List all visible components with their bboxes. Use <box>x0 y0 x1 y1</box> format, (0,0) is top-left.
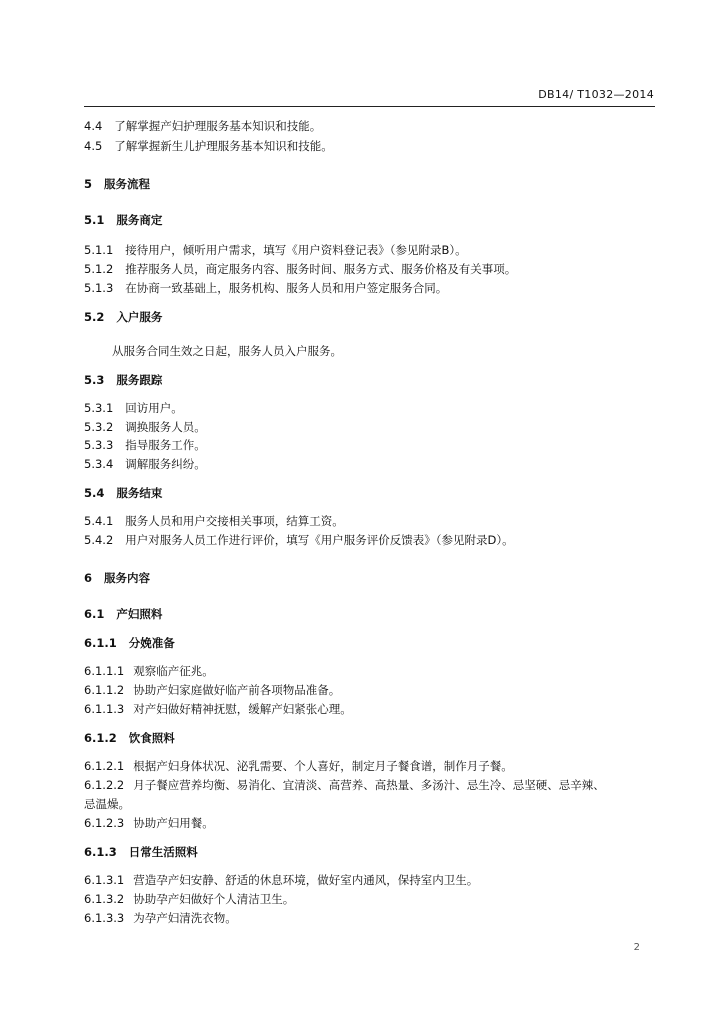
section-title: 产妇照料 <box>116 607 163 621</box>
clause-number: 5.4.1 <box>84 514 114 528</box>
clause-6-1-2-1 <box>84 758 513 774</box>
clause-number: 4.4 <box>84 119 103 133</box>
section-title: 服务结束 <box>116 486 163 500</box>
clause-text: 协助孕产妇做好个人清洁卫生。 <box>133 892 295 906</box>
clause-text: 对产妇做好精神抚慰，缓解产妇紧张心理。 <box>133 702 352 716</box>
clause-text: 协助产妇家庭做好临产前各项物品准备。 <box>133 683 341 697</box>
clause-text: 为孕产妇清洗衣物。 <box>133 911 237 925</box>
clause-5-3-3 <box>84 437 206 453</box>
clause-number: 6.1.1.3 <box>84 702 125 716</box>
clause-text: 营造孕产妇安静、舒适的休息环境，做好室内通风，保持室内卫生。 <box>133 873 479 887</box>
clause-number: 6.1.3.1 <box>84 873 125 887</box>
clause-6-1-2-2 <box>84 777 605 793</box>
clause-number: 5.1.1 <box>84 243 114 257</box>
clause-number: 6.1.1.1 <box>84 664 125 678</box>
paragraph-5-2 <box>112 343 342 359</box>
section-title: 服务流程 <box>104 177 151 191</box>
clause-4-5 <box>84 138 333 154</box>
clause-text: 协助产妇用餐。 <box>133 816 214 830</box>
clause-6-1-1-3 <box>84 701 352 717</box>
section-number: 5.2 <box>84 310 105 324</box>
clause-5-1-1 <box>84 242 467 258</box>
clause-6-1-3-2 <box>84 891 294 907</box>
section-6-1-3-heading <box>84 844 198 860</box>
clause-text: 服务人员和用户交接相关事项，结算工资。 <box>125 514 344 528</box>
section-number: 5.4 <box>84 486 105 500</box>
clause-text: 调换服务人员。 <box>125 420 206 434</box>
clause-6-1-3-1 <box>84 872 478 888</box>
clause-number: 6.1.3.2 <box>84 892 125 906</box>
clause-number: 5.4.2 <box>84 533 114 547</box>
section-6-1-1-heading <box>84 635 175 651</box>
section-6-heading <box>84 570 150 586</box>
clause-text: 用户对服务人员工作进行评价，填写《用户服务评价反馈表》（参见附录D）。 <box>125 533 514 547</box>
standard-code-header: DB14/ T1032—2014 <box>538 88 654 101</box>
clause-6-1-1-2 <box>84 682 340 698</box>
clause-number: 6.1.1.2 <box>84 683 125 697</box>
section-6-1-2-heading <box>84 730 175 746</box>
clause-5-3-1 <box>84 400 183 416</box>
clause-number: 6.1.2.1 <box>84 759 125 773</box>
clause-number: 5.1.2 <box>84 262 114 276</box>
clause-text: 推荐服务人员，商定服务内容、服务时间、服务方式、服务价格及有关事项。 <box>125 262 517 276</box>
section-5-1-heading <box>84 212 162 228</box>
clause-5-1-3 <box>84 280 447 296</box>
clause-6-1-2-3 <box>84 815 214 831</box>
section-number: 5 <box>84 177 93 191</box>
clause-6-1-3-3 <box>84 910 237 926</box>
clause-5-4-2 <box>84 532 514 548</box>
clause-text: 月子餐应营养均衡、易消化、宜清淡、高营养、高热量、多汤汁、忌生冷、忌坚硬、忌辛辣、 <box>133 778 605 792</box>
clause-4-4 <box>84 118 321 134</box>
clause-number: 5.3.3 <box>84 438 114 452</box>
clause-5-3-2 <box>84 419 206 435</box>
clause-6-1-2-2-continued <box>84 796 130 812</box>
section-title: 分娩准备 <box>128 636 175 650</box>
clause-5-4-1 <box>84 513 344 529</box>
section-number: 6.1.3 <box>84 845 117 859</box>
clause-number: 6.1.3.3 <box>84 911 125 925</box>
clause-number: 5.1.3 <box>84 281 114 295</box>
section-number: 6.1.2 <box>84 731 117 745</box>
clause-text: 在协商一致基础上，服务机构、服务人员和用户签定服务合同。 <box>125 281 448 295</box>
section-title: 服务跟踪 <box>116 373 163 387</box>
section-title: 日常生活照料 <box>128 845 198 859</box>
section-5-4-heading <box>84 485 162 501</box>
clause-text: 调解服务纠纷。 <box>125 457 206 471</box>
section-number: 6.1.1 <box>84 636 117 650</box>
clause-5-1-2 <box>84 261 516 277</box>
clause-text: 接待用户，倾听用户需求，填写《用户资料登记表》（参见附录B）。 <box>125 243 467 257</box>
clause-text: 观察临产征兆。 <box>133 664 214 678</box>
clause-number: 6.1.2.3 <box>84 816 125 830</box>
clause-text: 了解掌握产妇护理服务基本知识和技能。 <box>114 119 322 133</box>
page-number: 2 <box>633 942 640 953</box>
section-title: 饮食照料 <box>128 731 175 745</box>
clause-text: 忌温燥。 <box>84 797 130 811</box>
clause-number: 5.3.2 <box>84 420 114 434</box>
clause-text: 指导服务工作。 <box>125 438 206 452</box>
clause-number: 4.5 <box>84 139 103 153</box>
section-title: 入户服务 <box>116 310 163 324</box>
header-divider <box>84 106 655 107</box>
clause-text: 回访用户。 <box>125 401 183 415</box>
section-6-1-heading <box>84 606 162 622</box>
clause-number: 5.3.1 <box>84 401 114 415</box>
section-number: 6.1 <box>84 607 105 621</box>
clause-5-3-4 <box>84 456 206 472</box>
paragraph-text: 从服务合同生效之日起，服务人员入户服务。 <box>112 344 342 358</box>
clause-number: 6.1.2.2 <box>84 778 125 792</box>
section-title: 服务商定 <box>116 213 163 227</box>
clause-text: 根据产妇身体状况、泌乳需要、个人喜好，制定月子餐食谱，制作月子餐。 <box>133 759 513 773</box>
section-5-2-heading <box>84 309 162 325</box>
clause-text: 了解掌握新生儿护理服务基本知识和技能。 <box>114 139 333 153</box>
section-5-heading <box>84 176 150 192</box>
section-number: 5.3 <box>84 373 105 387</box>
section-number: 5.1 <box>84 213 105 227</box>
clause-6-1-1-1 <box>84 663 214 679</box>
clause-number: 5.3.4 <box>84 457 114 471</box>
section-5-3-heading <box>84 372 162 388</box>
section-number: 6 <box>84 571 93 585</box>
section-title: 服务内容 <box>104 571 151 585</box>
